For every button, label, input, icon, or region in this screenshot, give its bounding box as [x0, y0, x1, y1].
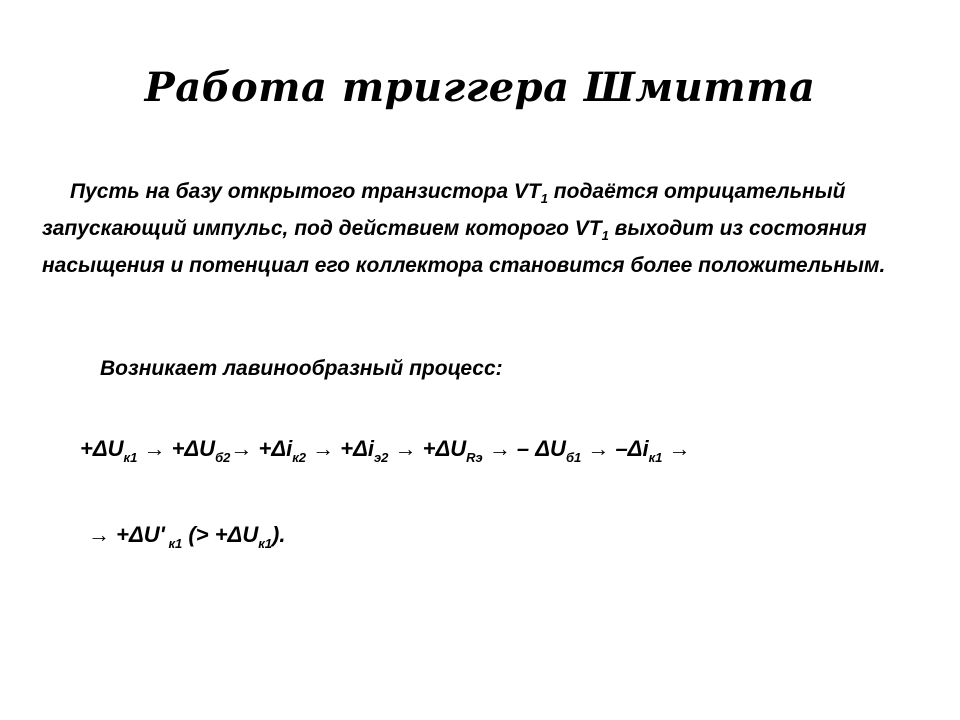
- formula-subscript: к2: [292, 450, 307, 465]
- formula-term: →: [662, 436, 691, 461]
- formula-term: → +ΔU: [388, 436, 467, 461]
- body-paragraph: [42, 173, 932, 284]
- paragraph-text-2: подаётся отрицательный запускающий импульс, под действием которого VT: [42, 180, 846, 240]
- formula-subscript: э2: [374, 450, 389, 465]
- paragraph-subscript-2: 1: [601, 228, 609, 243]
- formula-term: (> +ΔU: [182, 522, 259, 547]
- formula-subscript: к1: [164, 536, 183, 551]
- paragraph-text-1: Пусть на базу открытого транзистора VT: [70, 180, 541, 203]
- formula-subscript: к1: [258, 536, 273, 551]
- formula-line-1: [80, 429, 691, 469]
- formula-subscript: б1: [565, 450, 582, 465]
- formula-subscript: к1: [648, 450, 663, 465]
- formula-subscript: б2: [215, 450, 231, 465]
- formula-term: → – ΔU: [482, 436, 566, 461]
- formula-term: +ΔU: [80, 436, 124, 461]
- formula-term: → +ΔU: [137, 436, 216, 461]
- formula-term: → –Δi: [581, 436, 649, 461]
- formula-term: → +ΔU': [88, 522, 165, 547]
- formula-term: → +Δi: [306, 436, 374, 461]
- process-intro: Возникает лавинообразный процесс:: [100, 357, 503, 380]
- paragraph-subscript-1: 1: [540, 191, 548, 206]
- formula-term: ).: [272, 522, 286, 547]
- formula-line-2: [88, 515, 285, 555]
- paragraph-text-3: выходит из состояния насыщения и потенциал его коллектора становится более положительным.: [42, 217, 886, 277]
- slide-title: Работа триггера Шмитта: [144, 64, 816, 111]
- formula-term: → +Δi: [230, 436, 293, 461]
- formula-subscript: Rэ: [466, 450, 483, 465]
- formula-subscript: к1: [123, 450, 138, 465]
